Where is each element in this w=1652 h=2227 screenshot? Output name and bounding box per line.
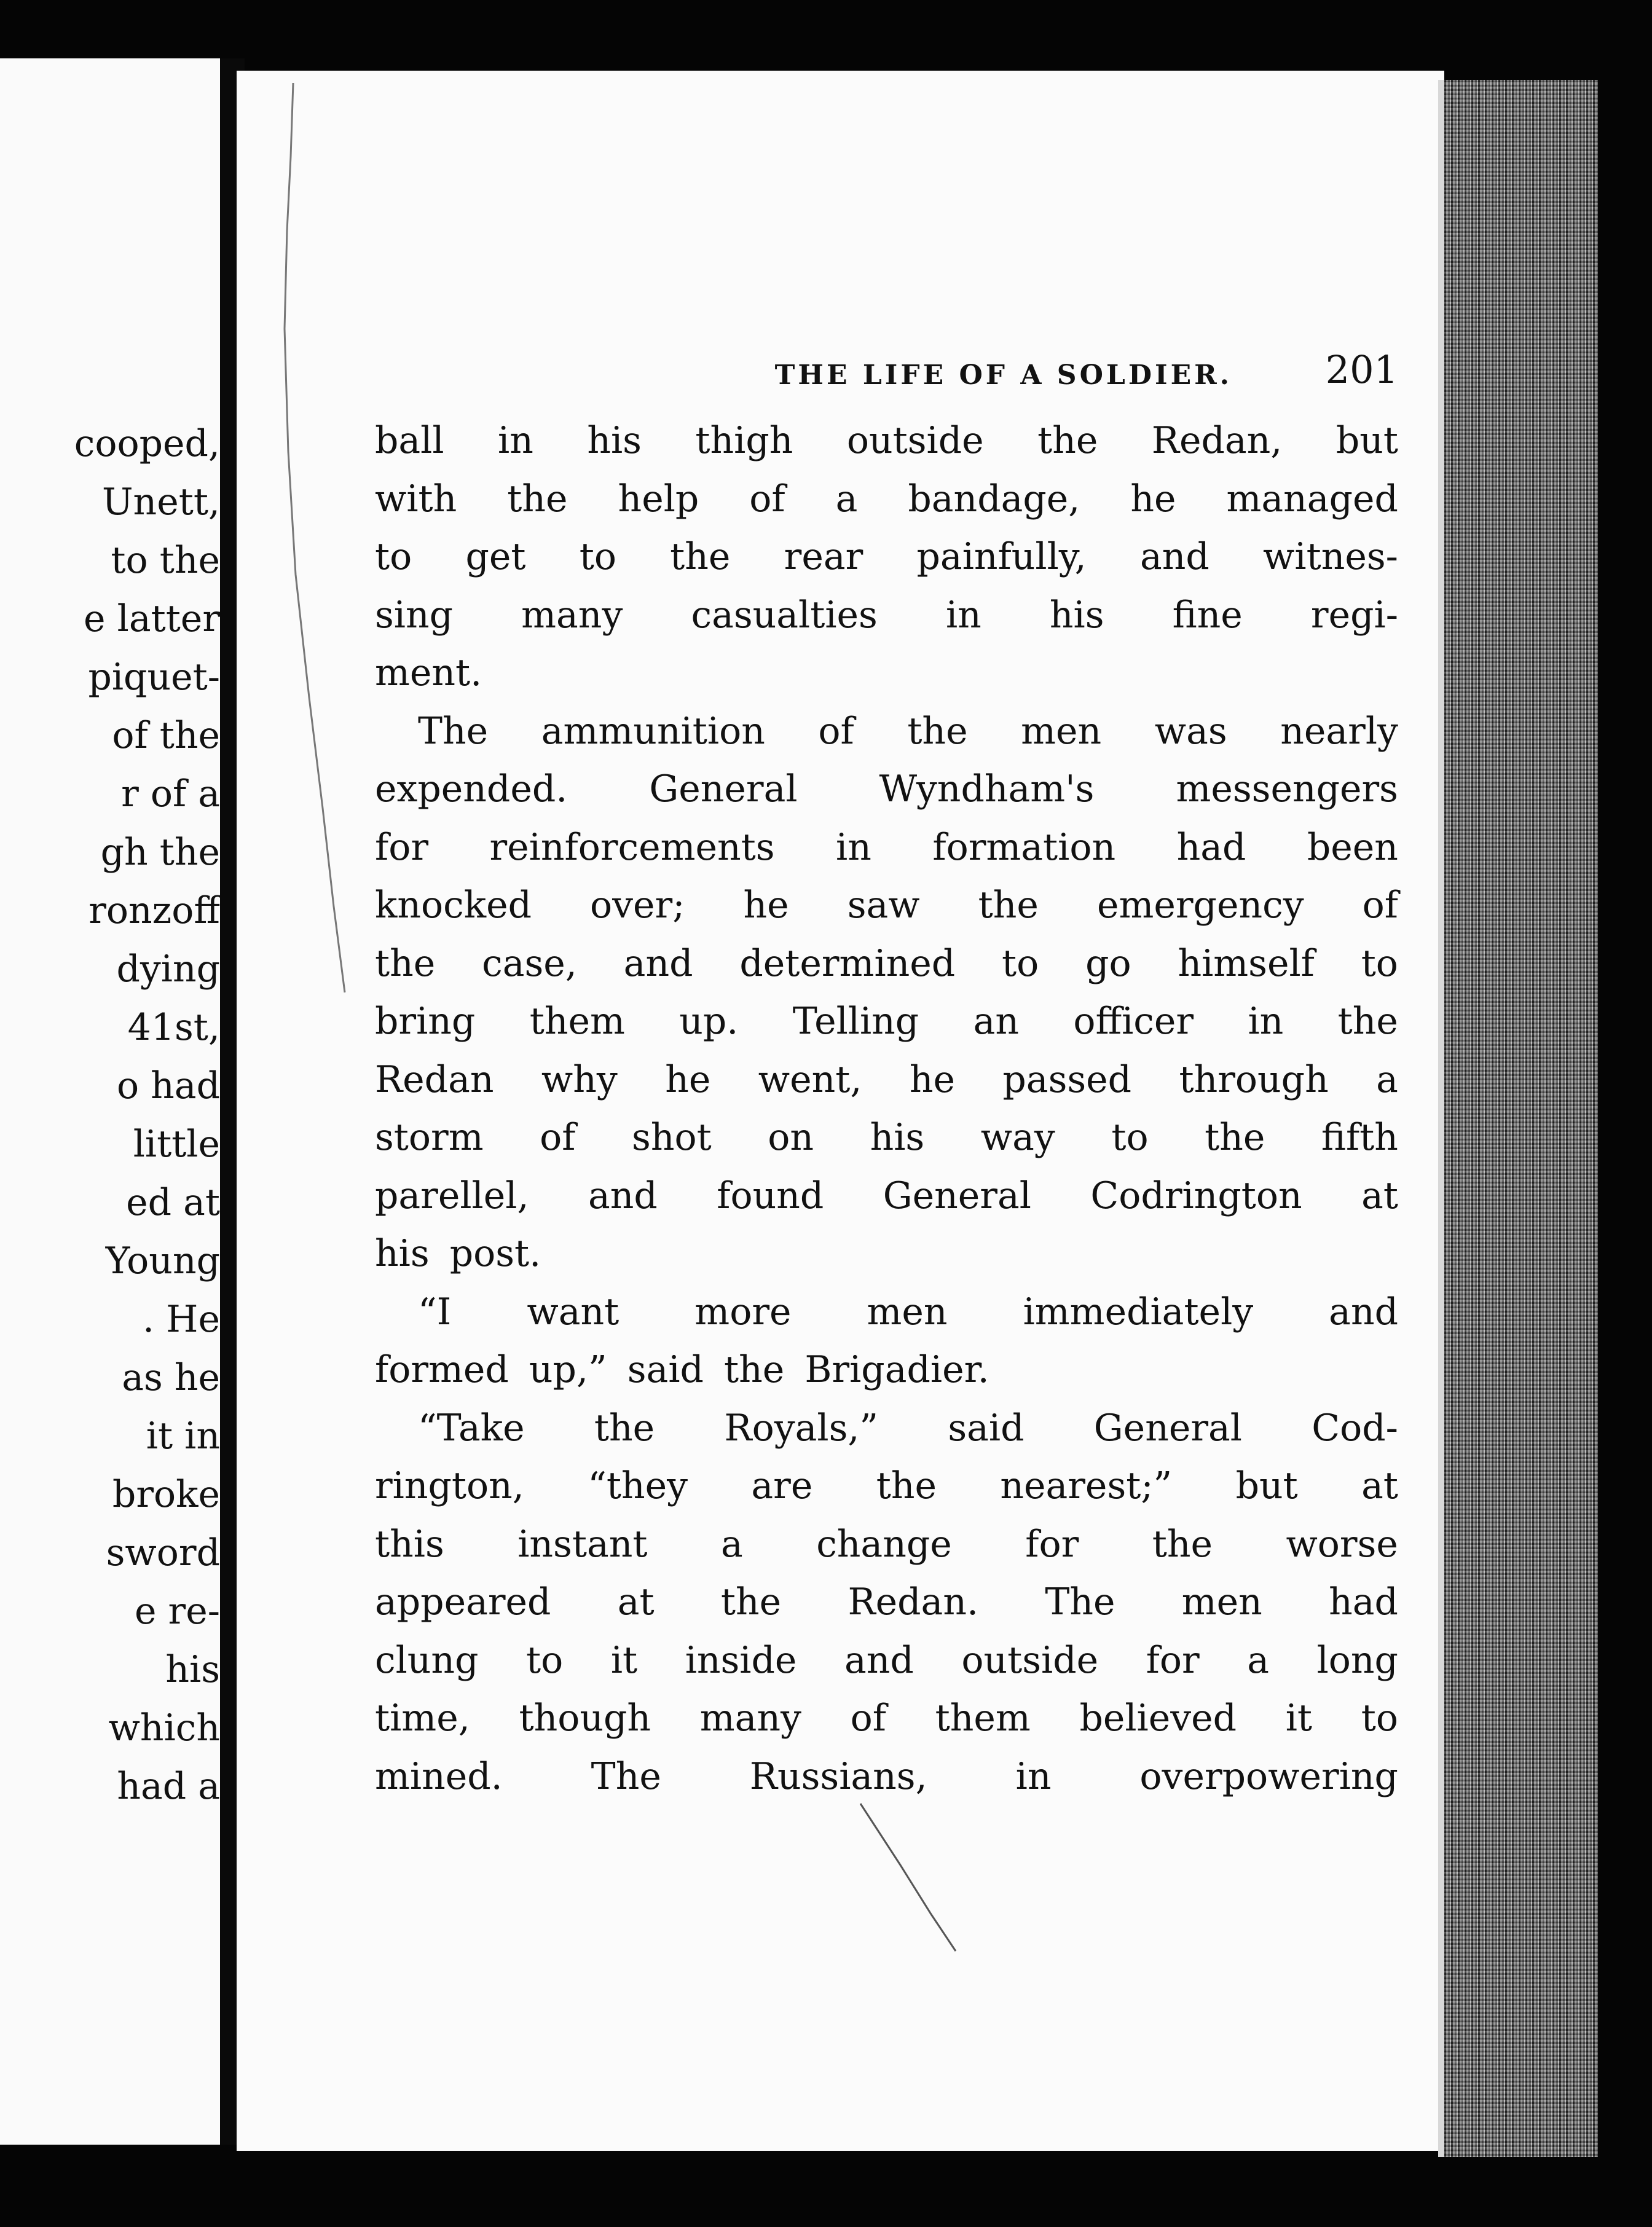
text-line: sing many casualties in his fine regi- [375,593,1398,637]
text-line: for reinforcements in formation had been [375,825,1398,869]
left-page-line: piquet- [88,656,220,699]
text-line: formed up,” said the Brigadier. [375,1348,989,1391]
left-page-line: o had [116,1064,220,1107]
text-line: knocked over; he saw the emergency of [375,884,1398,927]
text-line: parellel, and found General Codrington at [375,1174,1398,1217]
left-page-line: ed at [126,1181,220,1224]
book-page-edges [1444,80,1598,2157]
text-line: “Take the Royals,” said General Cod- [418,1406,1398,1450]
left-page-line: to the [111,539,220,582]
text-line: appeared at the Redan. The men had [375,1581,1398,1624]
left-page-line: gh the [100,831,220,874]
left-page-line: broke [112,1473,220,1516]
text-line: Redan why he went, he passed through a [375,1058,1398,1101]
left-page-line: cooped, [74,422,220,465]
left-page-line: e latter [84,597,220,640]
body-text [375,412,1398,1805]
left-page-line: . He [143,1298,220,1341]
text-line: expended. General Wyndham's messengers [375,768,1398,811]
left-page-line: as he [122,1356,220,1399]
text-line: mined. The Russians, in overpowering [375,1754,1398,1798]
left-page-line: 41st, [127,1006,220,1049]
left-page-line: r of a [121,772,220,815]
text-line: bring them up. Telling an officer in the [375,1000,1398,1043]
left-page-line: Young [105,1239,220,1282]
left-page-line: it in [146,1415,220,1458]
page-number: 201 [1325,347,1398,392]
running-title: THE LIFE OF A SOLDIER. [774,359,1232,391]
right-page [237,71,1444,2151]
text-line: ball in his thigh outside the Redan, but [375,419,1398,462]
text-line: The ammunition of the men was nearly [418,709,1398,753]
text-line: ment. [375,651,482,694]
running-head [375,341,1398,409]
text-line: “I want more men immediately and [418,1290,1398,1333]
left-page-line: which [108,1707,220,1750]
left-page-line: ronzoff [88,889,220,932]
left-page-line: little [133,1123,220,1166]
text-line: the case, and determined to go himself to [375,941,1398,985]
text-line: this instant a change for the worse [375,1522,1398,1566]
text-line: time, though many of them believed it to [375,1697,1398,1740]
text-line: storm of shot on his way to the fifth [375,1116,1398,1159]
text-line: his post. [375,1232,541,1275]
left-page-line: of the [112,714,220,757]
text-line: to get to the rear painfully, and witnes- [375,535,1398,578]
left-page-line: dying [116,948,220,991]
left-page-line: Unett, [101,481,220,524]
left-page-line: e re- [134,1590,220,1633]
left-page-text-column [11,415,220,1816]
left-page-line: had a [117,1765,220,1808]
left-page [0,58,220,2145]
text-line: rington, “they are the nearest;” but at [375,1464,1398,1507]
text-line: clung to it inside and outside for a long [375,1638,1398,1682]
left-page-line: sword [106,1531,220,1574]
text-line: with the help of a bandage, he managed [375,477,1398,520]
left-page-line: his [165,1648,220,1691]
